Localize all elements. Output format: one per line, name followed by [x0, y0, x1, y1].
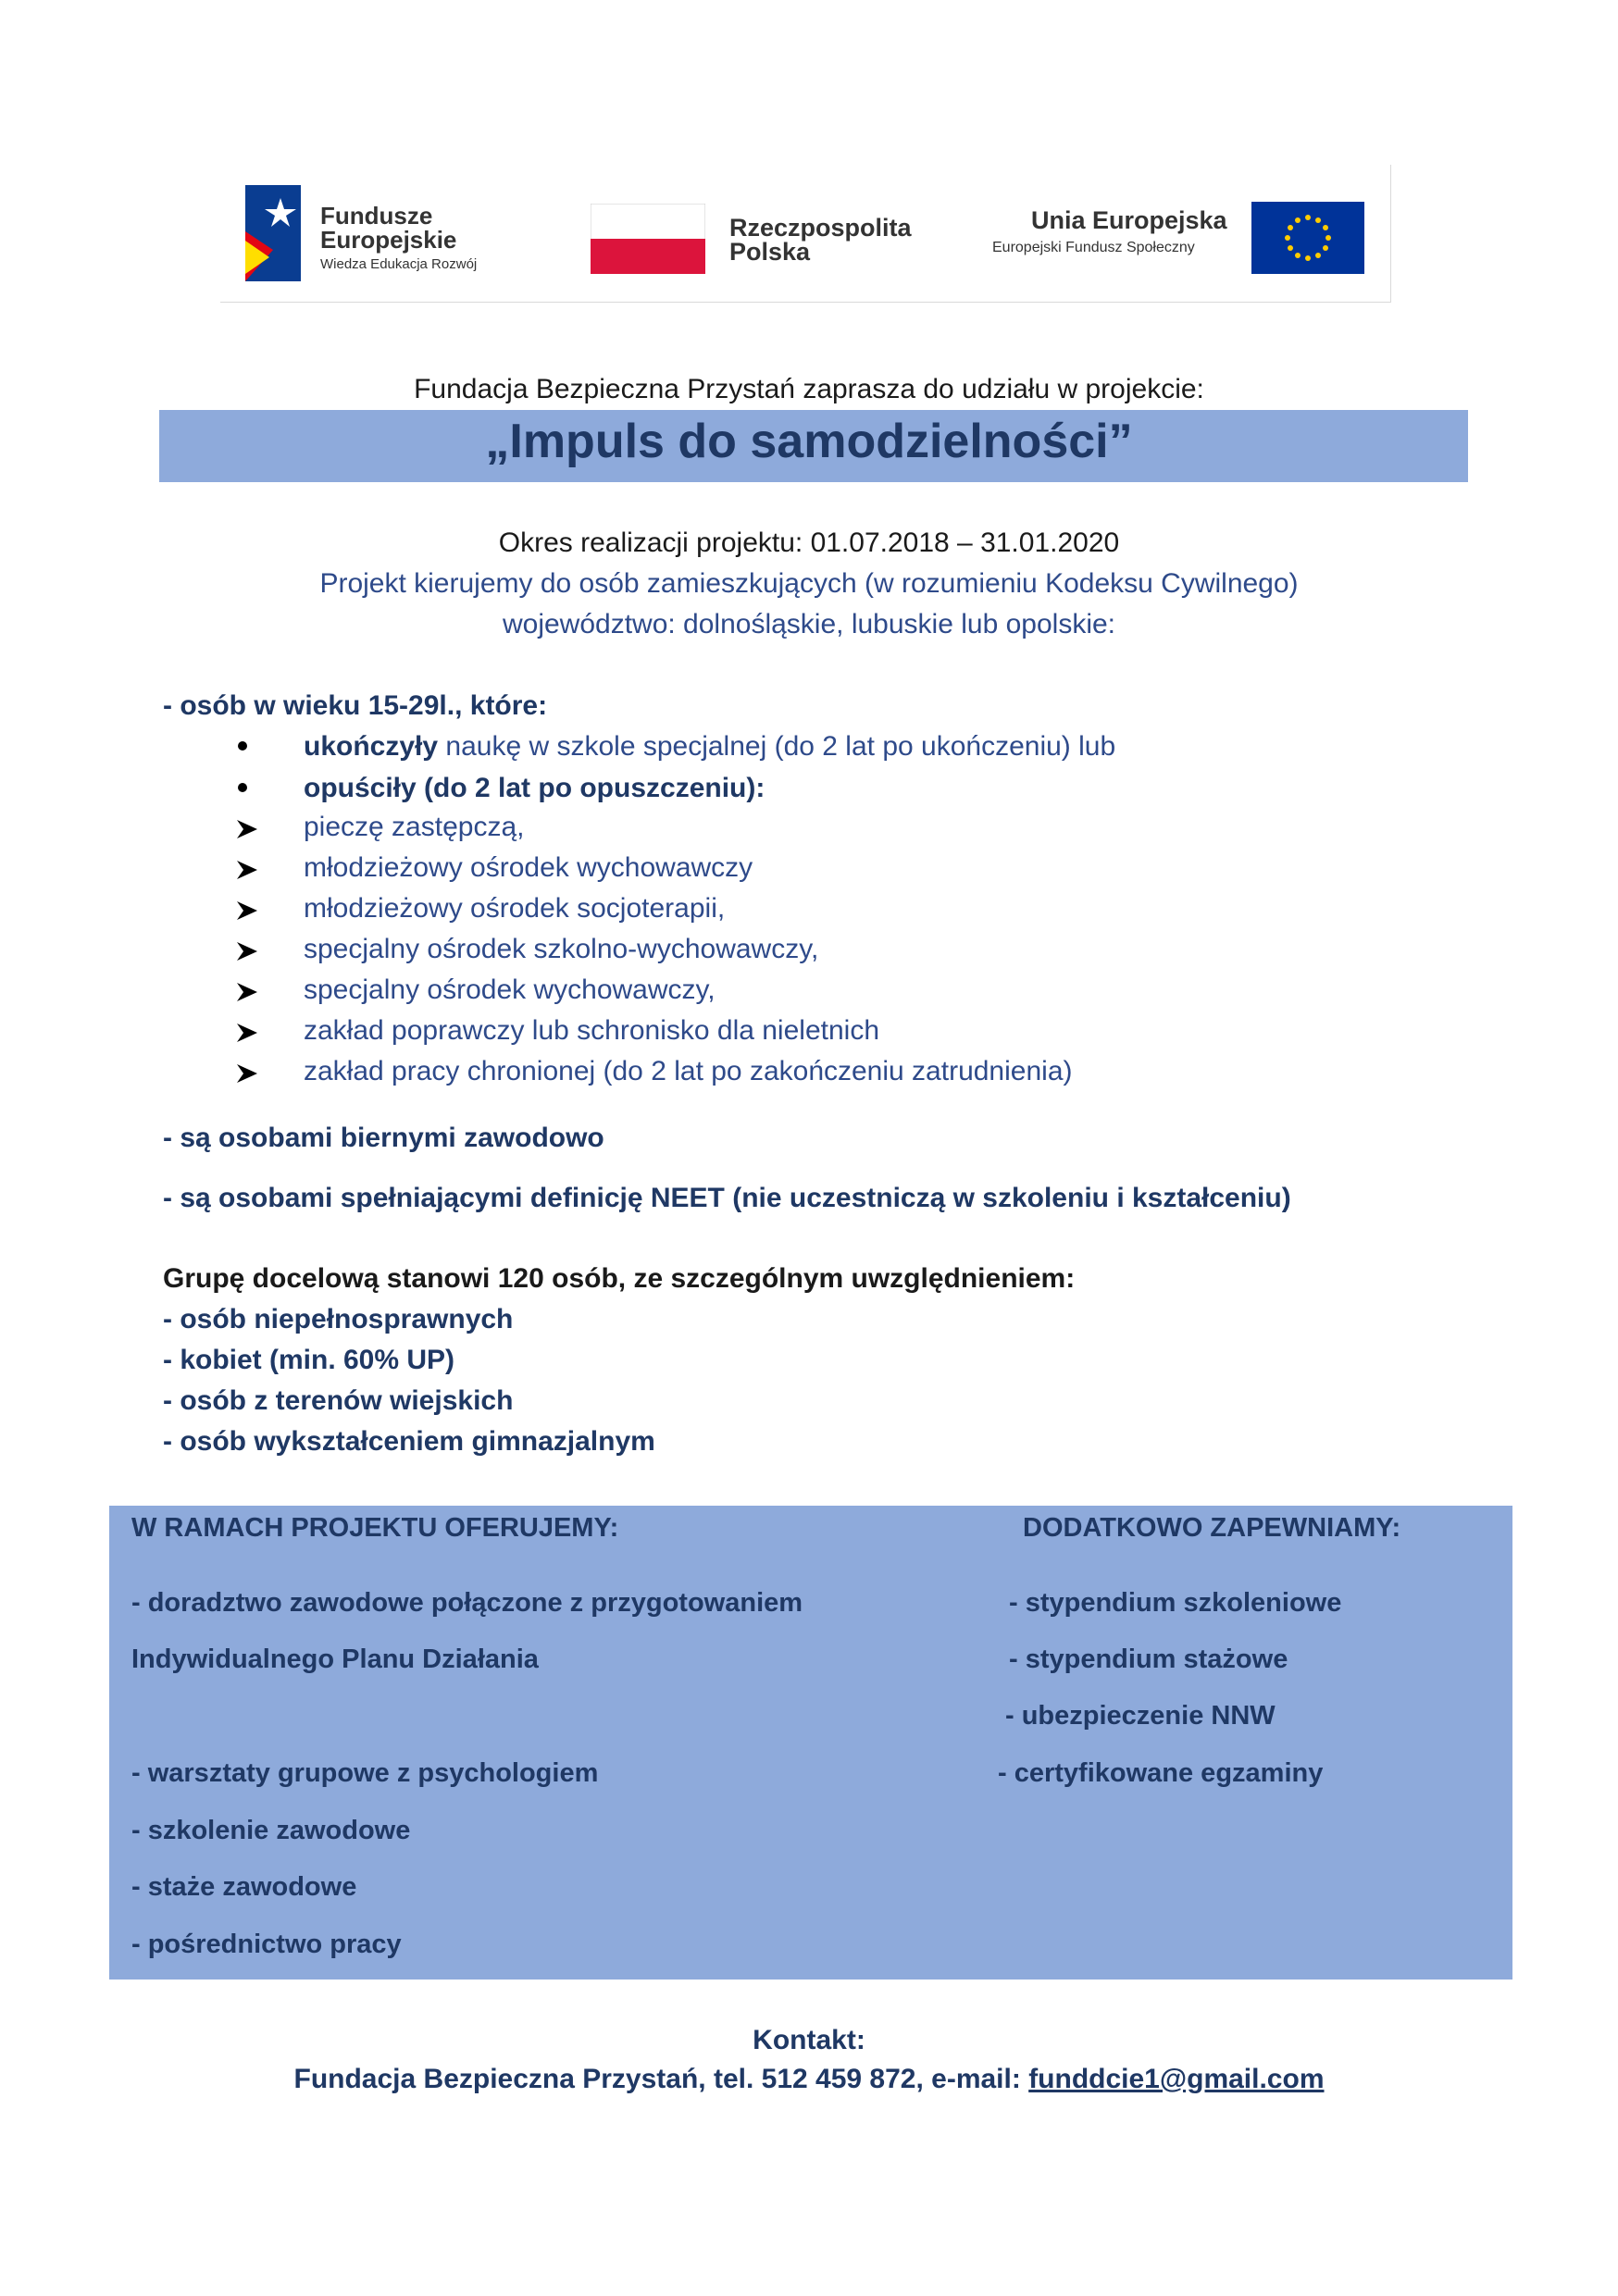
extra-item: - certyfikowane egzaminy	[998, 1758, 1324, 1788]
age-criteria-heading: - osób w wieku 15-29l., które:	[163, 690, 548, 721]
criteria-bullet-1-bold: ukończyły	[304, 731, 439, 762]
target-group-heading: Grupę docelową stanowi 120 osób, ze szczególnym uwzględnieniem:	[163, 1263, 1076, 1294]
offer-item: - staże zawodowe	[131, 1872, 357, 1902]
offer-item: - warsztaty grupowe z psychologiem	[131, 1758, 599, 1788]
arrow-bullet-icon	[236, 982, 258, 1002]
offer-item-line2: Indywidualnego Planu Działania	[131, 1644, 539, 1674]
arrow-bullet-icon	[236, 900, 258, 921]
arrow-item: pieczę zastępczą,	[304, 812, 525, 842]
criteria-bullet-2: opuściły (do 2 lat po opuszczeniu):	[304, 773, 765, 803]
eu-flag-icon	[1251, 202, 1364, 274]
target-description-line1: Projekt kierujemy do osób zamieszkujących (w rozumieniu Kodeksu Cywilnego)	[319, 568, 1299, 599]
offers-right-heading: DODATKOWO ZAPEWNIAMY:	[1023, 1513, 1401, 1543]
offer-item: - pośrednictwo pracy	[131, 1930, 402, 1959]
arrow-bullet-icon	[236, 860, 258, 880]
offer-item: - szkolenie zawodowe	[131, 1816, 411, 1845]
arrow-item: specjalny ośrodek wychowawczy,	[304, 974, 716, 1005]
arrow-item: specjalny ośrodek szkolno-wychowawczy,	[304, 934, 819, 964]
neet-criterion: - są osobami spełniającymi definicję NEET (nie uczestniczą w szkoleniu i kształceniu)	[163, 1183, 1291, 1213]
polish-flag-icon	[591, 204, 705, 274]
fundusze-europejskie-logo	[245, 185, 301, 281]
arrow-bullet-icon	[236, 819, 258, 839]
extra-item: - stypendium szkoleniowe	[1009, 1588, 1342, 1618]
arrow-bullet-icon	[236, 941, 258, 962]
ue-logo-line2: Europejski Fundusz Społeczny	[992, 240, 1195, 255]
offer-item-line1: - doradztwo zawodowe połączone z przygotowaniem	[131, 1588, 803, 1618]
arrow-item: zakład pracy chronionej (do 2 lat po zakończeniu zatrudnienia)	[304, 1056, 1073, 1086]
target-group-item: - osób z terenów wiejskich	[163, 1385, 514, 1416]
target-group-item: - osób wykształceniem gimnazjalnym	[163, 1426, 655, 1457]
extra-item: - ubezpieczenie NNW	[1005, 1701, 1276, 1731]
arrow-item: zakład poprawczy lub schronisko dla nieletnich	[304, 1015, 880, 1046]
contact-label: Kontakt:	[753, 2025, 865, 2055]
target-group-item: - kobiet (min. 60% UP)	[163, 1345, 455, 1375]
target-group-item: - osób niepełnosprawnych	[163, 1304, 514, 1334]
project-period: Okres realizacji projektu: 01.07.2018 – 31.01.2020	[498, 527, 1120, 558]
bullet-dot-icon	[238, 783, 247, 792]
arrow-bullet-icon	[236, 1023, 258, 1043]
target-description-line2: województwo: dolnośląskie, lubuskie lub opolskie:	[502, 609, 1116, 639]
offers-box	[109, 1506, 1512, 1980]
intro-text: Fundacja Bezpieczna Przystań zaprasza do udziału w projekcie:	[414, 374, 1204, 404]
logo-bar	[220, 165, 1391, 303]
arrow-bullet-icon	[236, 1063, 258, 1084]
arrow-item: młodzieżowy ośrodek wychowawczy	[304, 852, 753, 883]
arrow-item: młodzieżowy ośrodek socjoterapii,	[304, 893, 726, 924]
passive-criterion: - są osobami biernymi zawodowo	[163, 1123, 604, 1153]
contact-line	[0, 2064, 1618, 2095]
extra-item: - stypendium stażowe	[1009, 1644, 1288, 1674]
project-title: „Impuls do samodzielności”	[485, 415, 1133, 468]
offers-left-heading: W RAMACH PROJEKTU OFERUJEMY:	[131, 1513, 619, 1543]
criteria-bullet-1-rest: naukę w szkole specjalnej (do 2 lat po ukończeniu) lub	[438, 731, 1116, 762]
ue-logo-line1: Unia Europejska	[1031, 206, 1227, 234]
contact-email-link[interactable]: funddcie1@gmail.com	[1028, 2064, 1325, 2094]
fe-logo-line3: Wiedza Edukacja Rozwój	[320, 256, 478, 272]
rp-logo-line2: Polska	[729, 238, 811, 266]
fe-logo-line1: Fundusze	[320, 202, 433, 230]
contact-details: Fundacja Bezpieczna Przystań, tel. 512 459 872, e-mail:	[293, 2064, 1029, 2094]
criteria-bullet-1	[304, 731, 1115, 763]
rp-logo-line1: Rzeczpospolita	[729, 214, 912, 242]
bullet-dot-icon	[238, 741, 247, 751]
fe-logo-line2: Europejskie	[320, 226, 457, 254]
